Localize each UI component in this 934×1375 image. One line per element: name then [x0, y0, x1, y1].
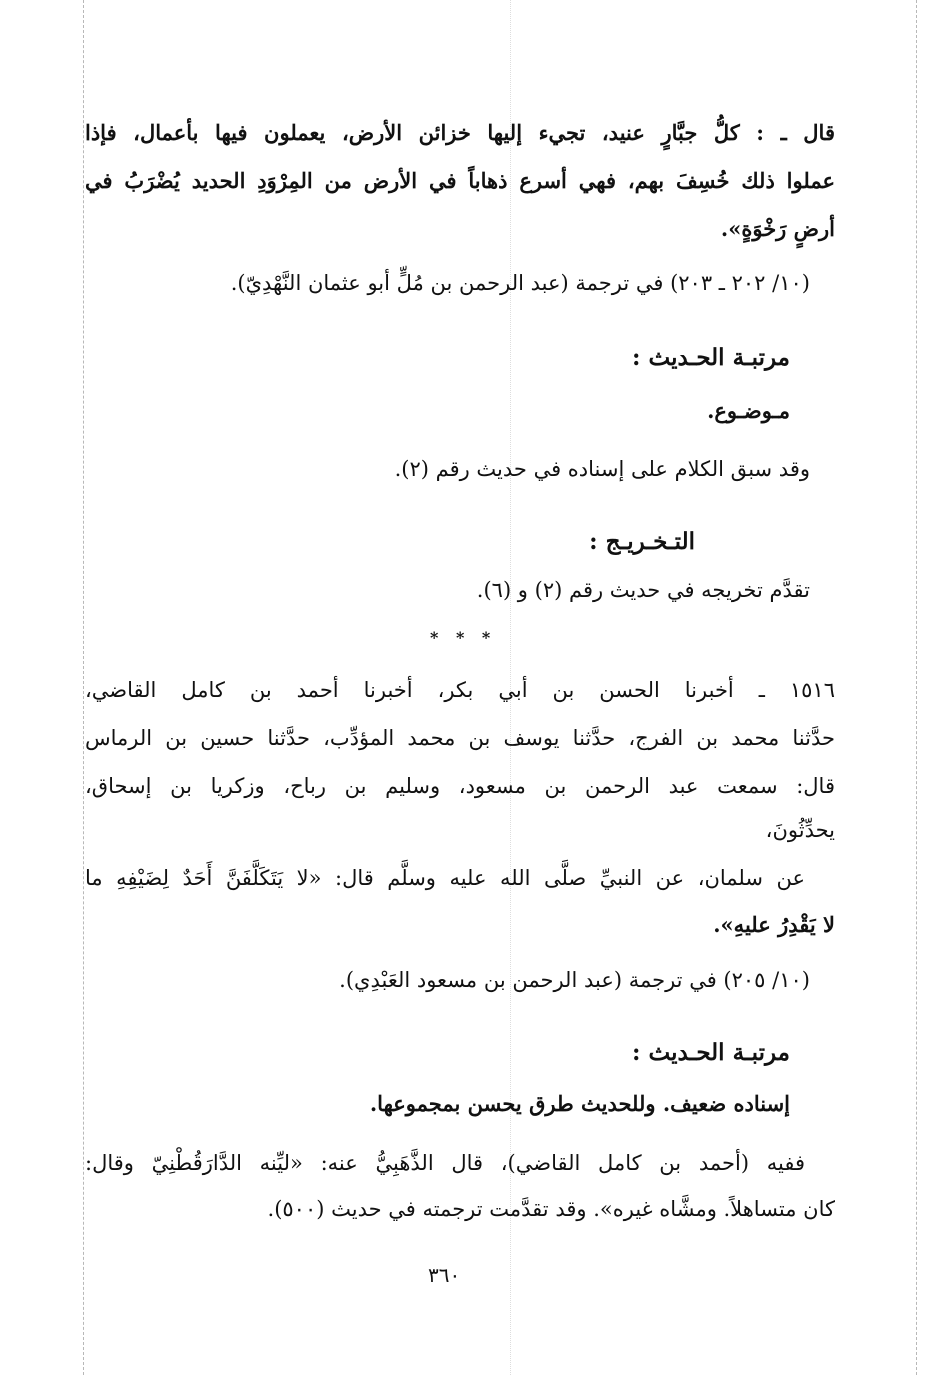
text-line: ففيه (أحمد بن كامل القاضي)، قال الذَّهَبِيُّ عنه: «ليِّنه الدَّارَقُطْنِيّ وقال:: [85, 1151, 805, 1175]
reference-line: (١٠/ ٢٠٥) في ترجمة (عبد الرحمن بن مسعود العَبْدِي).: [339, 968, 810, 992]
scan-fold-line-right: [916, 0, 917, 1375]
text-line: عملوا ذلك خُسِفَ بهم، فهي أسرع ذهاباً في الأرض من المِرْوَدِ الحديد يُضْرَبُ في: [85, 168, 835, 193]
scan-fold-line-left: [83, 0, 84, 1375]
section-heading-hadith-grade: مرتبـة الحـديث :: [632, 344, 790, 371]
text-line: عن سلمان، عن النبيِّ صلَّى الله عليه وسلَّم قال: «لا يَتَكَلَّفَنَّ أَحَدٌ لِضَيْفِهِ ما: [85, 866, 805, 890]
section-separator-stars: * * *: [430, 628, 497, 647]
text-line: يحدِّثُونَ،: [765, 818, 835, 842]
text-line: ١٥١٦ ـ أخبرنا الحسن بن أبي بكر، أخبرنا أحمد بن كامل القاضي،: [85, 678, 835, 702]
text-line: قال: سمعت عبد الرحمن بن مسعود، وسليم بن رباح، وزكريا بن إسحاق،: [85, 774, 835, 798]
section-heading-hadith-grade: مرتبـة الحـديث :: [632, 1039, 790, 1066]
text-line: لا يَقْدِرُ عليهِ».: [713, 912, 835, 937]
text-line: أرضٍ رَخْوَةٍ».: [720, 216, 835, 241]
text-line: وقد سبق الكلام على إسناده في حديث رقم (٢).: [394, 457, 810, 481]
page-number: ٣٦٠: [428, 1263, 461, 1287]
text-line: قال ـ : كلُّ جبَّارٍ عنيد، تجيء إليها خزائن الأرض، يعملون فيها بأعمال، فإذا: [85, 120, 835, 145]
reference-line: (١٠/ ٢٠٢ ـ ٢٠٣) في ترجمة (عبد الرحمن بن مُلٍّ أبو عثمان النَّهْدِيّ).: [230, 271, 810, 295]
hadith-grade-value: إسناده ضعيف. وللحديث طرق يحسن بمجموعها.: [369, 1091, 790, 1116]
text-line: تقدَّم تخريجه في حديث رقم (٢) و (٦).: [476, 578, 810, 602]
hadith-grade-value: مـوضـوع.: [707, 398, 790, 423]
section-heading-takhrij: التـخـريـج :: [589, 528, 695, 555]
text-line: كان متساهلاً. ومشَّاه غيره». وقد تقدَّمت ترجمته في حديث (٥٠٠).: [267, 1197, 835, 1221]
text-line: حدَّثنا محمد بن الفرج، حدَّثنا يوسف بن محمد المؤدِّب، حدَّثنا حسين بن الرماس: [85, 726, 835, 750]
